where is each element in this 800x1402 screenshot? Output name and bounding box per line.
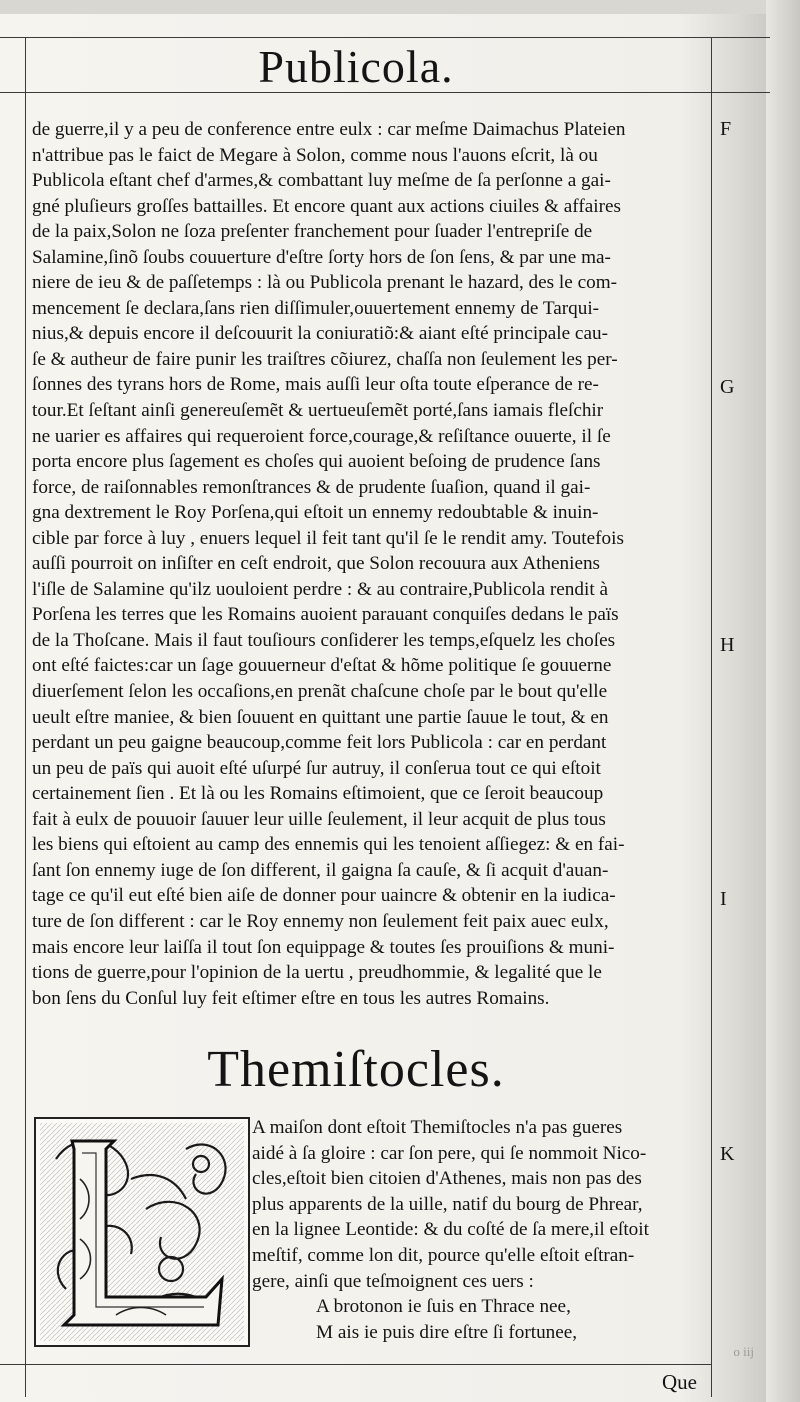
body-line: ſant ſon ennemy iuge de ſon different, il gaigna ſa cauſe, & ſi acquit d'auan- bbox=[32, 859, 609, 881]
margin-letter-f: F bbox=[720, 118, 732, 140]
body-line: tage ce qu'il eut eſté bien aiſe de donner pour uaincre & obtenir en la iudica- bbox=[32, 885, 616, 907]
intro-line: gere, ainſi que teſmoignent ces uers : bbox=[252, 1270, 534, 1292]
scan-edge-right bbox=[766, 0, 800, 1402]
body-line: Publicola eſtant chef d'armes,& combattant luy meſme de ſa perſonne a gai- bbox=[32, 170, 611, 192]
intro-line: en la lignee Leontide: & du coſté de ſa mere,il eſtoit bbox=[252, 1219, 649, 1241]
body-line: fait à eulx de pouuoir ſauuer leur uille ſeulement, il leur acquit de plus tous bbox=[32, 808, 606, 830]
intro-text bbox=[252, 1115, 708, 1294]
signature-mark: o iij bbox=[733, 1344, 754, 1359]
body-line: gné pluſieurs groſſes battailles. Et encore quant aux actions ciuiles & affaires bbox=[32, 195, 621, 217]
margin-letter-h: H bbox=[720, 634, 735, 656]
body-line: n'attribue pas le faict de Megare à Solon, comme nous l'auons eſcrit, là ou bbox=[32, 144, 598, 166]
body-line: gna dextrement le Roy Porſena,qui eſtoit un ennemy redoubtable & inuin- bbox=[32, 502, 599, 524]
body-line: niere de ieu & de paſſetemps : là ou Publicola prenant le hazard, des le com- bbox=[32, 272, 618, 294]
body-text bbox=[32, 117, 708, 1011]
body-line: perdant un peu gaigne beaucoup,comme feit lors Publicola : car en perdant bbox=[32, 732, 607, 754]
intro-line: meſtif, comme lon dit, pource qu'elle eſtoit eſtran- bbox=[252, 1244, 635, 1266]
body-line: ont eſté faictes:car un ſage gouuerneur d'eſtat & hõme politique ſe gouuerne bbox=[32, 655, 612, 677]
body-line: porta encore plus ſagement es choſes qui auoient beſoing de prudence ſans bbox=[32, 451, 601, 473]
body-line: de la Thoſcane. Mais il faut touſiours conſiderer les temps,eſquelz les choſes bbox=[32, 629, 616, 651]
verse-line-2: M ais ie puis dire eſtre ſi fortunee, bbox=[316, 1322, 578, 1343]
body-line: certainement ſien . Et là ou les Romains eſtimoient, que ce ſeroit beaucoup bbox=[32, 783, 604, 805]
running-head: Publicola. bbox=[258, 41, 454, 92]
body-line: tions de guerre,pour l'opinion de la uertu , preudhommie, & legalité que le bbox=[32, 962, 602, 984]
body-line: Porſena les terres que les Romains auoient parauant conquiſes dedans le païs bbox=[32, 604, 619, 626]
verse-line-1: A brotonon ie ſuis en Thrace nee, bbox=[316, 1296, 571, 1317]
body-line: mencement ſe declara,ſans rien diſſimuler,ouuertement ennemy de Tarqui- bbox=[32, 297, 600, 319]
margin-letter-g: G bbox=[720, 376, 735, 398]
left-rule bbox=[25, 37, 26, 1397]
body-line: ſe & autheur de faire punir les traiſtres cõiurez, chaſſa non ſeulement les per- bbox=[32, 348, 618, 370]
body-line: nius,& depuis encore il deſcouurit la coniuratiõ:& aiant eſté principale cau- bbox=[32, 323, 608, 345]
section-title: Themiſtocles. bbox=[207, 1041, 505, 1098]
body-line: Salamine,ſinõ ſoubs couuerture d'eſtre ſorty hors de ſon ſens, & par une ma- bbox=[32, 246, 611, 268]
decorated-initial-l-image bbox=[34, 1117, 250, 1347]
body-line: ſonnes des tyrans hors de Rome, mais auſſi leur oſta toute eſperance de re- bbox=[32, 374, 599, 396]
body-line: l'iſle de Salamine qu'ilz uouloient perdre : & au contraire,Publicola rendit à bbox=[32, 578, 608, 600]
body-line: bon ſens du Conſul luy feit eſtimer eſtre en tous les autres Romains. bbox=[32, 987, 550, 1009]
body-line: auſſi pourroit on inſiſter en ceſt endroit, que Solon recouura aux Atheniens bbox=[32, 553, 601, 575]
intro-line: plus apparents de la uille, natif du bourg de Phrear, bbox=[252, 1193, 643, 1215]
intro-line: A maiſon dont eſtoit Themiſtocles n'a pas gueres bbox=[252, 1117, 623, 1138]
body-line: cible par force à luy , enuers lequel il feit tant qu'il ſe le rendit amy. Toutefois bbox=[32, 527, 624, 549]
body-line: ture de ſon different : car le Roy ennemy non ſeulement feit paix auec eulx, bbox=[32, 910, 609, 932]
intro-line: aidé à ſa gloire : car ſon pere, qui ſe nommoit Nico- bbox=[252, 1142, 647, 1164]
margin-letter-k: K bbox=[720, 1143, 735, 1165]
body-line: de guerre,il y a peu de conference entre eulx : car meſme Daimachus Plateien bbox=[32, 119, 626, 140]
body-line: diuerſement ſelon les occaſions,en prenãt chaſcune choſe par le bout qu'elle bbox=[32, 681, 608, 703]
margin-letter-i: I bbox=[720, 888, 727, 910]
body-line: ne uarier es affaires qui requeroient force,courage,& reſiſtance ouuerte, il ſe bbox=[32, 425, 611, 447]
body-line: de la paix,Solon ne ſoza preſenter franchement pour ſuader l'entrepriſe de bbox=[32, 221, 593, 243]
body-line: un peu de païs qui auoit eſté uſurpé ſur autruy, il conſerua tout ce qui eſtoit bbox=[32, 757, 601, 779]
floral-ornament-icon bbox=[36, 1119, 248, 1345]
catchword: Que bbox=[662, 1370, 697, 1394]
top-rule bbox=[0, 37, 770, 38]
body-line: tour.Et ſeſtant ainſi genereuſemẽt & uertueuſemẽt porté,ſans iamais fleſchir bbox=[32, 400, 604, 422]
right-rule bbox=[711, 37, 712, 1397]
body-line: mais encore leur laiſſa il tout ſon equippage & toutes ſes prouiſions & muni- bbox=[32, 936, 615, 958]
scan-edge-top bbox=[0, 0, 800, 14]
foot-rule bbox=[0, 1364, 712, 1365]
body-line: ueult eſtre maniee, & bien ſouuent en quittant une partie ſauue le tout, & en bbox=[32, 706, 609, 728]
body-line: les biens qui eſtoient au camp des ennemis qui les tenoient aſſiegez: & en fai- bbox=[32, 834, 625, 856]
body-line: force, de raiſonnables remonſtrances & de prudente ſuaſion, quand il gai- bbox=[32, 476, 591, 498]
intro-line: cles,eſtoit bien citoien d'Athenes, mais non pas des bbox=[252, 1168, 642, 1190]
